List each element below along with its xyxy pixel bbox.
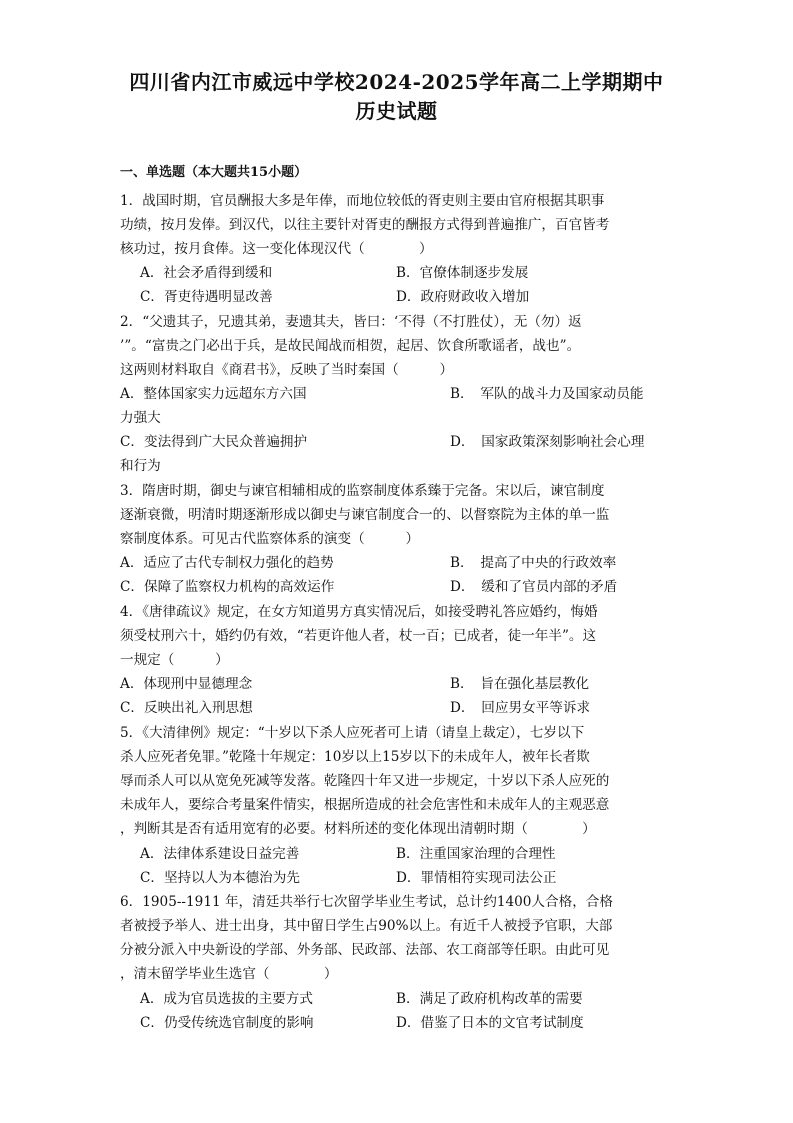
question-4-option-c[interactable]: C．反映出礼入刑思想 bbox=[120, 700, 253, 716]
question-2-option-d-cont: 和行为 bbox=[120, 458, 161, 474]
question-5-line-3: 辱而杀人可以从宽免死减等发落。乾隆四十年又进一步规定，十岁以下杀人应死的 bbox=[120, 773, 610, 789]
question-3-line-1: 3．隋唐时期，御史与谏官相辅相成的监察制度体系臻于完备。宋以后，谏官制度 bbox=[120, 483, 605, 499]
section-heading: 一、单选题（本大题共15小题） bbox=[120, 165, 308, 180]
question-3-option-c[interactable]: C．保障了监察权力机构的高效运作 bbox=[120, 579, 335, 595]
question-2-option-c[interactable]: C．变法得到广大民众普遍拥护 bbox=[120, 434, 308, 450]
question-5-option-c[interactable]: C．坚持以人为本德治为先 bbox=[140, 870, 300, 886]
question-5-option-b[interactable]: B．注重国家治理的合理性 bbox=[396, 846, 556, 862]
question-4-option-a[interactable]: A．体现刑中显德理念 bbox=[120, 676, 253, 692]
question-1-option-c[interactable]: C．胥吏待遇明显改善 bbox=[140, 289, 273, 305]
question-6-option-c[interactable]: C．仍受传统选官制度的影响 bbox=[140, 1015, 314, 1031]
question-4-line-1: 4．《唐律疏议》规定，在女方知道男方真实情况后，如接受聘礼答应婚约，悔婚 bbox=[120, 604, 598, 620]
question-6-option-d[interactable]: D．借鉴了日本的文官考试制度 bbox=[396, 1015, 584, 1031]
question-3-line-3: 察制度体系。可见古代监察体系的演变（ ） bbox=[120, 531, 420, 547]
question-1-option-a[interactable]: A．社会矛盾得到缓和 bbox=[140, 265, 273, 281]
question-4-line-3: 一规定（ ） bbox=[120, 652, 229, 668]
question-3-option-b[interactable]: B． 提高了中央的行政效率 bbox=[450, 555, 617, 571]
question-3-option-d[interactable]: D． 缓和了官员内部的矛盾 bbox=[450, 579, 618, 595]
question-4-option-b[interactable]: B． 旨在强化基层教化 bbox=[450, 676, 590, 692]
question-2-option-d[interactable]: D． 国家政策深刻影响社会心理 bbox=[450, 434, 645, 450]
question-5-option-d[interactable]: D．罪情相符实现司法公正 bbox=[396, 870, 557, 886]
question-5-option-a[interactable]: A．法律体系建设日益完善 bbox=[140, 846, 300, 862]
question-5-line-4: 未成年人，要综合考量案件情实，根据所造成的社会危害性和未成年人的主观恶意 bbox=[120, 797, 610, 813]
question-6-line-4: ，清末留学毕业生选官（ ） bbox=[120, 966, 338, 982]
question-5-line-1: 5．《大清律例》规定：“十岁以下杀人应死者可上请（请皇上裁定），七岁以下 bbox=[120, 725, 585, 741]
question-2-line-3: 这两则材料取自《商君书》，反映了当时秦国（ ） bbox=[120, 362, 454, 378]
question-6-line-3: 分被分派入中央新设的学部、外务部、民政部、法部、农工商部等任职。由此可见 bbox=[120, 942, 610, 958]
question-2-option-b-cont: 力强大 bbox=[120, 410, 161, 426]
question-3-line-2: 逐渐衰微，明清时期逐渐形成以御史与谏官制度合一的、以督察院为主体的单一监 bbox=[120, 507, 610, 523]
question-1-line-3: 核功过，按月食俸。这一变化体现汉代（ ） bbox=[120, 241, 433, 257]
question-2-line-1: 2．“父遗其子，兄遗其弟，妻遗其夫，皆曰：‘不得（不打胜仗），无（勿）返 bbox=[120, 314, 582, 330]
question-6-option-b[interactable]: B．满足了政府机构改革的需要 bbox=[396, 991, 583, 1007]
question-1-line-2: 功绩，按月发俸。到汉代，以往主要针对胥吏的酬报方式得到普遍推广，百官皆考 bbox=[120, 217, 610, 233]
exam-title-line1: 四川省内江市威远中学校2024-2025学年高二上学期期中 bbox=[129, 70, 664, 94]
question-1-line-1: 1．战国时期，官员酬报大多是年俸，而地位较低的胥吏则主要由官府根据其职事 bbox=[120, 193, 605, 209]
question-1-option-b[interactable]: B．官僚体制逐步发展 bbox=[396, 265, 529, 281]
question-2-option-a[interactable]: A．整体国家实力远超东方六国 bbox=[120, 386, 307, 402]
question-4-line-2: 须受杖刑六十，婚约仍有效，“若更许他人者，杖一百；已成者，徒一年半”。这 bbox=[120, 628, 597, 644]
question-1-option-d[interactable]: D．政府财政收入增加 bbox=[396, 289, 530, 305]
question-6-line-1: 6．1905--1911 年，清廷共举行七次留学毕业生考试，总计约1400人合格，合格 bbox=[120, 894, 613, 910]
question-2-option-b[interactable]: B． 军队的战斗力及国家动员能 bbox=[450, 386, 644, 402]
question-3-option-a[interactable]: A．适应了古代专制权力强化的趋势 bbox=[120, 555, 334, 571]
question-6-line-2: 者被授予举人、进士出身，其中留日学生占90%以上。有近千人被授予官职，大部 bbox=[120, 918, 613, 934]
question-4-option-d[interactable]: D． 回应男女平等诉求 bbox=[450, 700, 591, 716]
exam-title-line2: 历史试题 bbox=[355, 99, 438, 123]
question-5-line-5: ，判断其是否有适用宽宥的必要。材料所述的变化体现出清朝时期（ ） bbox=[120, 821, 596, 837]
question-6-option-a[interactable]: A．成为官员选拔的主要方式 bbox=[140, 991, 313, 1007]
question-2-line-2: ’”。“富贵之门必出于兵，是故民闻战而相贺，起居、饮食所歌谣者，战也”。 bbox=[120, 338, 581, 354]
question-5-line-2: 杀人应死者免罪。”乾隆十年规定：10岁以上15岁以下的未成年人，被年长者欺 bbox=[120, 749, 590, 765]
